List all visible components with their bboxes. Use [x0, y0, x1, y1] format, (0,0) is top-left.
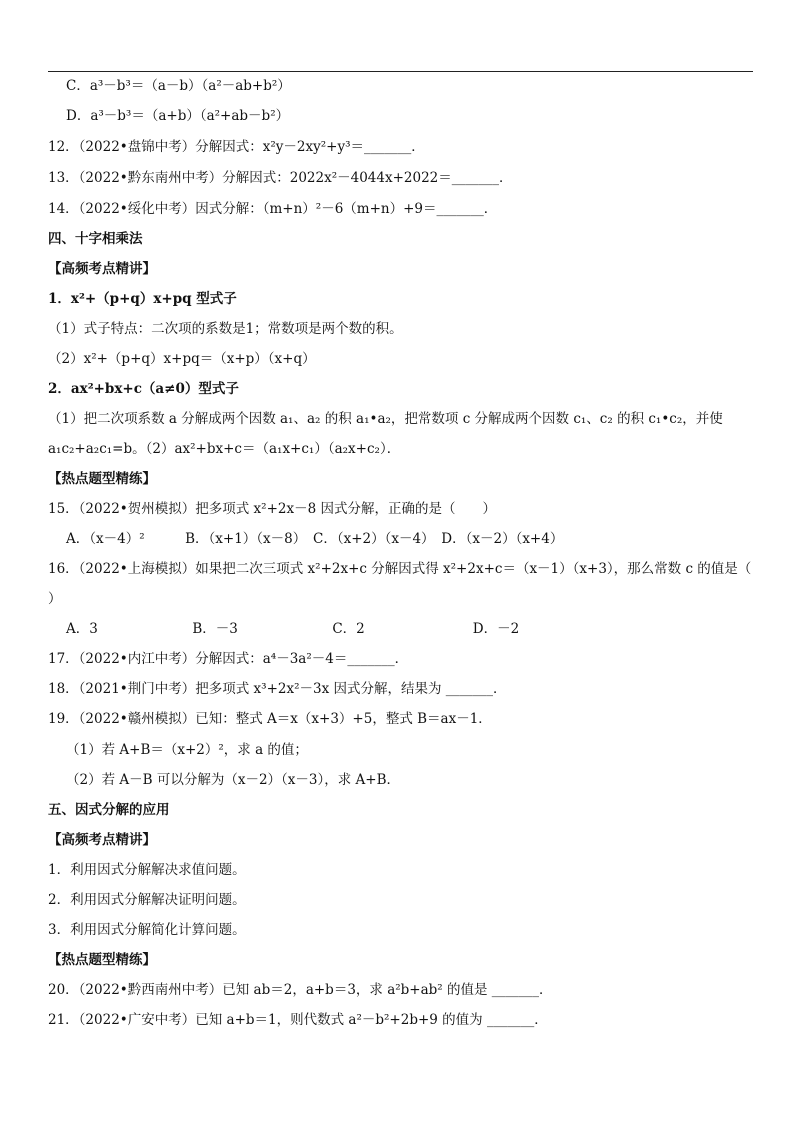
subheading-practice: 【热点题型精练】 — [48, 471, 156, 487]
point-1-item-1: （1）式子特点：二次项的系数是1；常数项是两个数的积。 — [48, 321, 403, 337]
question-17: 17．（2022•内江中考）分解因式：a⁴－3a²－4＝_______． — [48, 651, 409, 667]
point-1-item-2: （2）x²+（p+q）x+pq＝（x+p）（x+q） — [48, 351, 316, 367]
question-16-choices: A．3 B．－3 C．2 D．－2 — [66, 621, 520, 637]
question-19-part-1: （1）若 A+B＝（x+2）²，求 a 的值； — [66, 742, 308, 758]
question-19-part-2: （2）若 A－B 可以分解为（x－2）（x－3），求 A+B． — [66, 772, 401, 788]
point-2-item-1-cont: a₁c₂+a₂c₁=b。（2）ax²+bx+c＝（a₁x+c₁）（a₂x+c₂）． — [48, 441, 401, 457]
section-heading-4: 四、十字相乘法 — [48, 231, 143, 247]
question-18: 18．（2021•荆门中考）把多项式 x³+2x²－3x 因式分解，结果为 _______． — [48, 681, 507, 697]
question-15: 15．（2022•贺州模拟）把多项式 x²+2x－8 因式分解，正确的是（ ） — [48, 501, 496, 517]
question-16-cont: ） — [48, 591, 62, 607]
question-19: 19．（2022•赣州模拟）已知：整式 A＝x（x+3）+5，整式 B＝ax－1． — [48, 711, 492, 727]
question-15-choices: A．（x－4）² B．（x+1）（x－8） C．（x+2）（x－4） D．（x－2）（x+4） — [66, 531, 564, 547]
question-21: 21．（2022•广安中考）已知 a+b＝1，则代数式 a²－b²+2b+9 的值为 _______． — [48, 1012, 548, 1028]
question-20: 20．（2022•黔西南州中考）已知 ab＝2，a+b＝3，求 a²b+ab² 的值是 _______． — [48, 982, 553, 998]
application-item-1: 1．利用因式分解解决求值问题。 — [48, 862, 246, 878]
application-item-3: 3．利用因式分解简化计算问题。 — [48, 922, 246, 938]
subheading-key-points-2: 【高频考点精讲】 — [48, 832, 156, 848]
question-16: 16．（2022•上海模拟）如果把二次三项式 x²+2x+c 分解因式得 x²+2x+c＝（x－1）（x+3），那么常数 c 的值是（ — [48, 561, 752, 577]
question-13: 13．（2022•黔东南州中考）分解因式：2022x²－4044x+2022＝_______． — [48, 170, 513, 186]
point-2-item-1: （1）把二次项系数 a 分解成两个因数 a₁、a₂ 的积 a₁•a₂，把常数项 c 分解成两个因数 c₁、c₂ 的积 c₁•c₂，并使 — [48, 411, 723, 427]
header-rule — [48, 71, 753, 72]
application-item-2: 2．利用因式分解解决证明问题。 — [48, 892, 246, 908]
option-d-line: D．a³－b³＝（a+b）（a²+ab－b²） — [66, 108, 290, 124]
section-heading-5: 五、因式分解的应用 — [48, 802, 170, 818]
option-c-line: C．a³－b³＝（a－b）（a²－ab+b²） — [66, 78, 291, 94]
question-12: 12．（2022•盘锦中考）分解因式：x²y－2xy²+y³＝_______． — [48, 139, 425, 155]
point-2-title: 2．ax²+bx+c（a≠0）型式子 — [48, 381, 239, 397]
point-1-title: 1．x²+（p+q）x+pq 型式子 — [48, 291, 237, 307]
subheading-practice-2: 【热点题型精练】 — [48, 952, 156, 968]
question-14: 14．（2022•绥化中考）因式分解：（m+n）²－6（m+n）+9＝_______． — [48, 201, 498, 217]
subheading-key-points: 【高频考点精讲】 — [48, 261, 156, 277]
